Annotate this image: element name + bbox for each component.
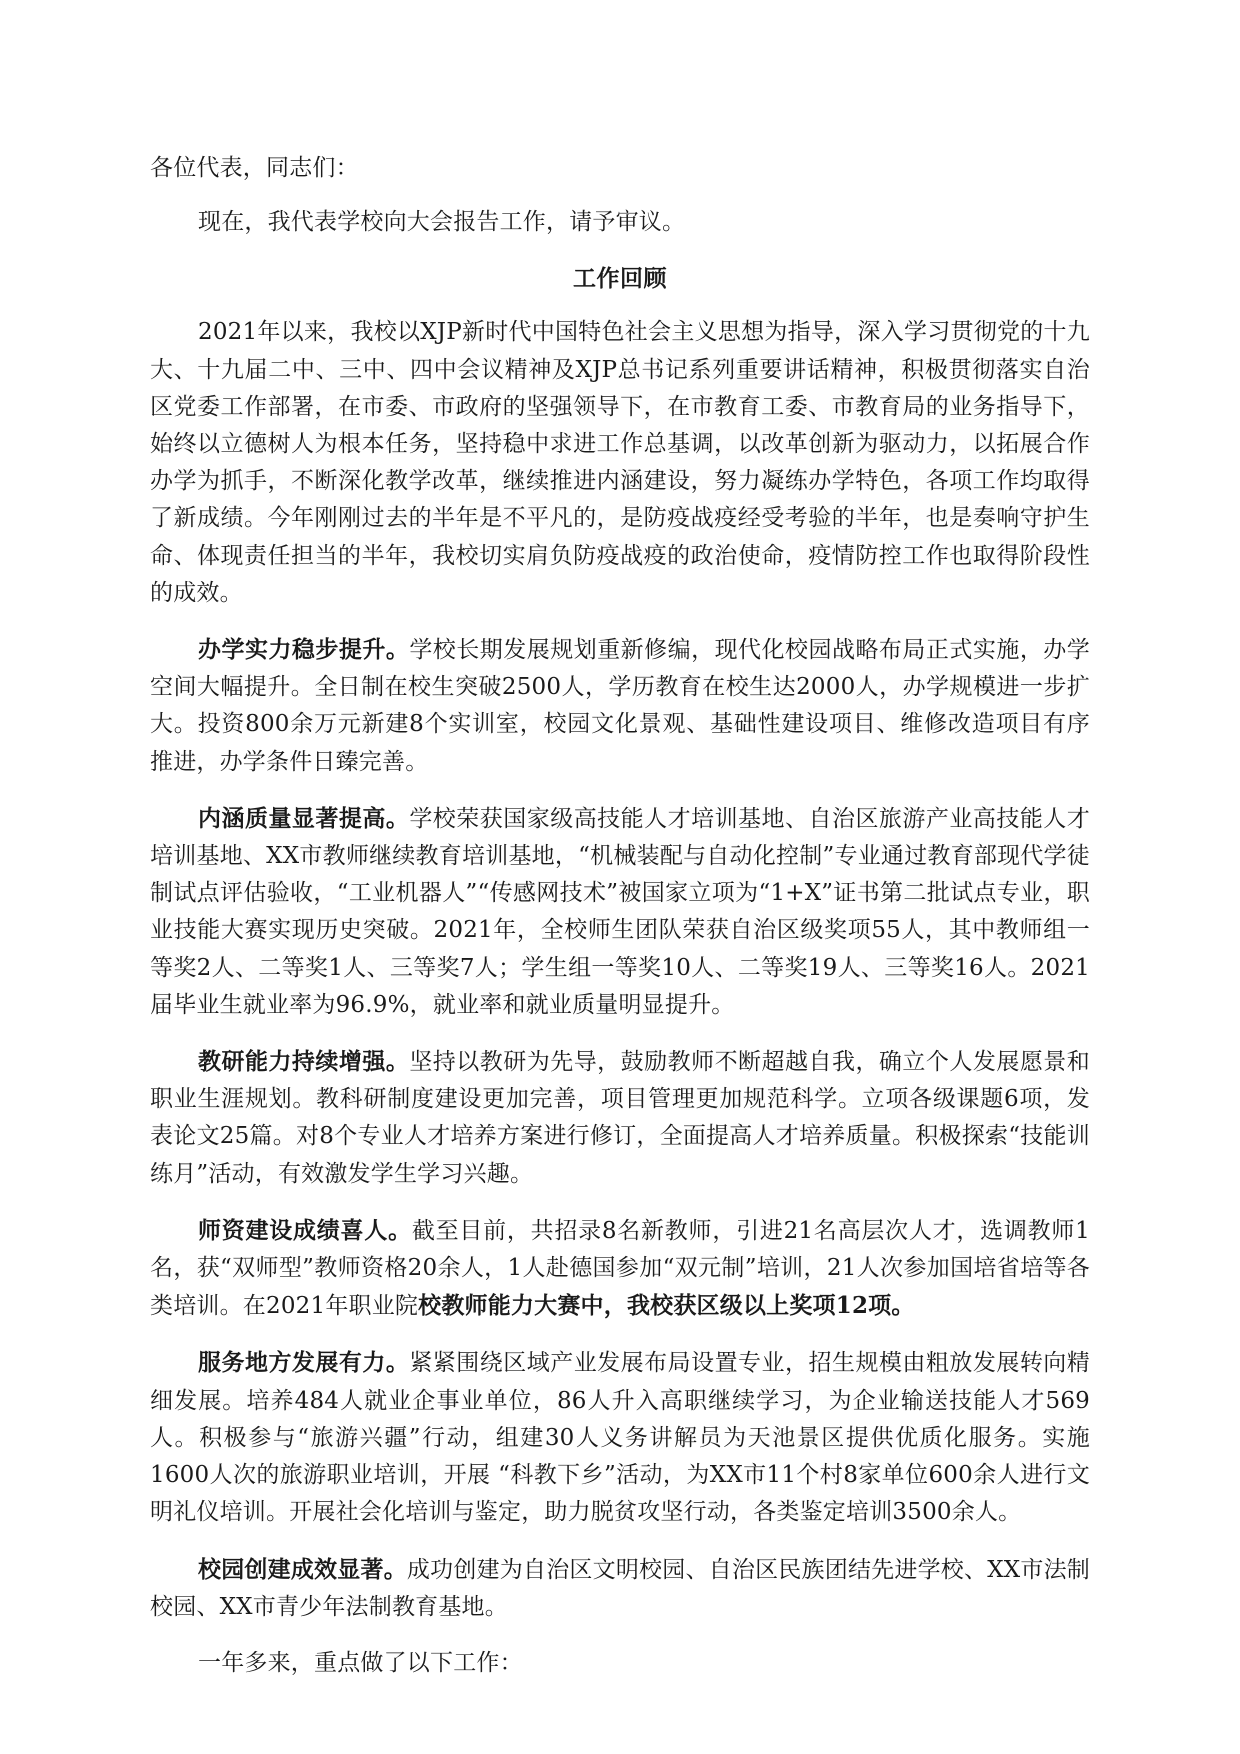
paragraph-bold-tail: 校教师能力大赛中，我校获区级以上奖项12项。 (418, 1292, 915, 1320)
section-title: 工作回顾 (573, 265, 667, 293)
paragraph-campus (150, 1551, 1090, 1626)
paragraph-lead: 内涵质量显著提高。 (198, 804, 410, 832)
paragraph-body: 紧紧围绕区域产业发展布局设置专业，招生规模由粗放发展转向精细发展。培养484人就业企事业单位，86人升入高职继续学习，为企业输送技能人才569人。积极参与“旅游兴疆”行动，组建30人义务讲解员为天池景区提供优质化服务。实施1600人次的旅游职业培训，开展 “科教下乡”活动，为XX市11个村8家单位600余人进行文明礼仪培训。开展社会化培训与鉴定，助力脱贫攻坚行动，各类鉴定培训3500余人。 (150, 1350, 1090, 1526)
paragraph-body: 截至目前，共招录8名新教师，引进21名高层次人才，选调教师1名，获“双师型”教师资格20余人，1人赴德国参加“双元制”培训，21人次参加国培省培等各类培训。在2021年职业院 (150, 1217, 1090, 1320)
closing-line: 一年多来，重点做了以下工作： (198, 1649, 523, 1676)
paragraph-lead: 师资建设成绩喜人。 (198, 1216, 412, 1244)
paragraph-body: 成功创建为自治区文明校园、自治区民族团结先进学校、XX市法制校园、XX市青少年法制教育基地。 (150, 1556, 1091, 1620)
paragraph-faculty (150, 1212, 1090, 1326)
paragraph-school-strength (150, 631, 1090, 781)
opening-line: 现在，我代表学校向大会报告工作，请予审议。 (198, 209, 686, 236)
paragraph-lead: 办学实力稳步提升。 (198, 636, 410, 664)
paragraph-quality (150, 800, 1090, 1024)
paragraph-lead: 校园创建成效显著。 (198, 1555, 407, 1583)
paragraph-lead: 服务地方发展有力。 (198, 1349, 410, 1377)
paragraph-body: 学校长期发展规划重新修编，现代化校园战略布局正式实施，办学空间大幅提升。全日制在校生突破2500人，学历教育在校生达2000人，办学规模进一步扩大。投资800余万元新建8个实训室，校园文化景观、基础性建设项目、维修改造项目有序推进，办学条件日臻完善。 (150, 637, 1090, 775)
paragraph-body: 坚持以教研为先导，鼓励教师不断超越自我，确立个人发展愿景和职业生涯规划。教科研制度建设更加完善，项目管理更加规范科学。立项各级课题6项，发表论文25篇。对8个专业人才培养方案进行修订，全面提高人才培养质量。积极探索“技能训练月”活动，有效激发学生学习兴趣。 (150, 1049, 1090, 1187)
paragraph-body: 学校荣获国家级高技能人才培训基地、自治区旅游产业高技能人才培训基地、XX市教师继续教育培训基地，“机械装配与自动化控制”专业通过教育部现代学徒制试点评估验收，“工业机器人”“传感网技术”被国家立项为“1+X”证书第二批试点专业，职业技能大赛实现历史突破。2021年，全校师生团队荣获自治区级奖项55人，其中教师组一等奖2人、二等奖1人、三等奖7人；学生组一等奖10人、二等奖19人、三等奖16人。2021届毕业生就业率为96.9%，就业率和就业质量明显提升。 (150, 805, 1090, 1018)
salutation: 各位代表，同志们： (150, 155, 359, 181)
intro-paragraph: 2021年以来，我校以XJP新时代中国特色社会主义思想为指导，深入学习贯彻党的十九大、十九届二中、三中、四中会议精神及XJP总书记系列重要讲话精神，积极贯彻落实自治区党委工作部署，在市委、市政府的坚强领导下，在市教育工委、市教育局的业务指导下，始终以立德树人为根本任务，坚持稳中求进工作总基调，以改革创新为驱动力，以拓展合作办学为抓手，不断深化教学改革，继续推进内涵建设，努力凝练办学特色，各项工作均取得了新成绩。今年刚刚过去的半年是不平凡的，是防疫战疫经受考验的半年，也是奏响守护生命、体现责任担当的半年，我校切实肩负防疫战疫的政治使命，疫情防控工作也取得阶段性的成效。 (150, 319, 1090, 606)
document-page (150, 150, 1090, 1682)
paragraph-service (150, 1344, 1090, 1531)
paragraph-research (150, 1043, 1090, 1193)
paragraph-lead: 教研能力持续增强。 (198, 1048, 410, 1076)
